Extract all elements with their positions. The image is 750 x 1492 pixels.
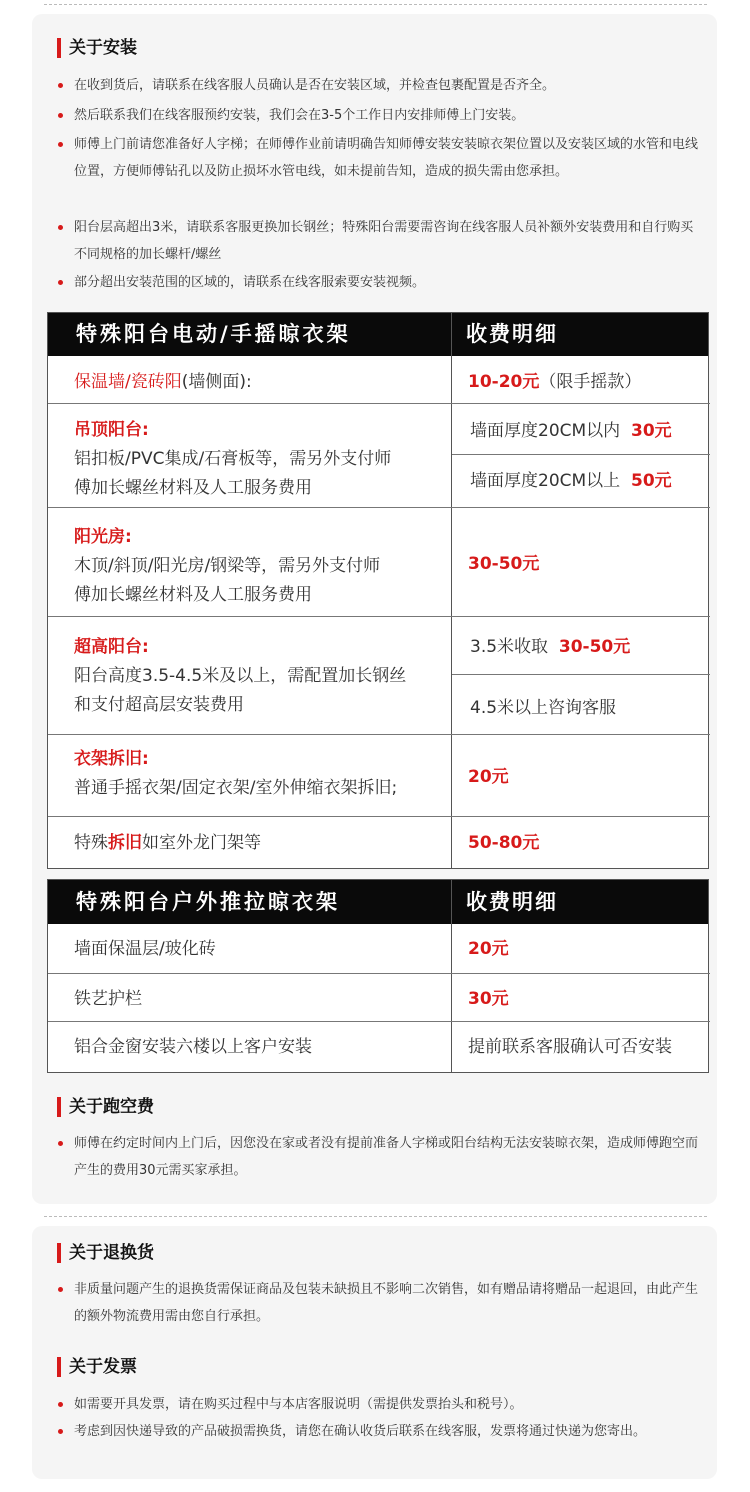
heading-text: 关于退换货 bbox=[69, 1243, 154, 1263]
bullet-dot bbox=[58, 83, 63, 88]
list-item: 考虑到因快递导致的产品破损需换货，请您在确认收货后联系在线客服，发票将通过快递为您寄出。 bbox=[58, 1418, 698, 1445]
section-heading-invoice bbox=[57, 1357, 137, 1377]
heading-text: 关于发票 bbox=[69, 1357, 137, 1377]
list-item: 非质量问题产生的退换货需保证商品及包装未缺损且不影响二次销售，如有赠品请将赠品一起退回，由此产生的额外物流费用需由您自行承担。 bbox=[58, 1276, 698, 1330]
list-item: 阳台层高超出3米，请联系客服更换加长钢丝；特殊阳台需要需咨询在线客服人员补额外安装费用和自行购买不同规格的加长螺杆/螺丝 bbox=[58, 214, 698, 268]
list-item: 师傅在约定时间内上门后，因您没在家或者没有提前准备人字梯或阳台结构无法安装晾衣架，造成师傅跑空而产生的费用30元需买家承担。 bbox=[58, 1130, 698, 1184]
fee-table-electric bbox=[47, 312, 709, 869]
bullet-dot bbox=[58, 142, 63, 147]
section-heading-returns bbox=[57, 1243, 154, 1263]
table-cell: 衣架拆旧: 普通手摇衣架/固定衣架/室外伸缩衣架拆旧; bbox=[74, 749, 398, 798]
table-cell: 铝合金窗安装六楼以上客户安装 bbox=[74, 1037, 312, 1057]
table-cell-price: 20元 bbox=[468, 767, 509, 787]
table-header bbox=[48, 880, 708, 924]
row-divider bbox=[48, 734, 710, 735]
table-cell: 特殊拆旧如室外龙门架等 bbox=[74, 833, 261, 853]
heading-text: 关于安装 bbox=[69, 38, 137, 58]
table-cell-price: 20元 bbox=[468, 939, 509, 959]
list-item: 部分超出安装范围的区域的，请联系在线客服索要安装视频。 bbox=[58, 269, 698, 296]
column-divider bbox=[451, 880, 452, 1073]
row-divider bbox=[48, 616, 710, 617]
table-cell-price: 4.5米以上咨询客服 bbox=[470, 698, 617, 718]
table-cell-price: 3.5米收取 30-50元 bbox=[470, 637, 631, 657]
row-divider bbox=[48, 507, 710, 508]
heading-marker bbox=[57, 1097, 61, 1117]
table-cell: 铁艺护栏 bbox=[74, 989, 142, 1009]
table-cell: 阳光房: 木顶/斜顶/阳光房/钢梁等，需另外支付师 傅加长螺丝材料及人工服务费用 bbox=[74, 527, 381, 605]
table-cell-price: 50-80元 bbox=[468, 833, 540, 853]
row-divider bbox=[48, 973, 710, 974]
bullet-dot bbox=[58, 1429, 63, 1434]
row-divider bbox=[48, 403, 710, 404]
row-divider bbox=[452, 674, 710, 675]
table-cell-price: 墙面厚度20CM以内 30元 bbox=[470, 421, 672, 441]
divider bbox=[44, 4, 707, 5]
table-cell-price: 提前联系客服确认可否安装 bbox=[468, 1037, 672, 1057]
table-header-left: 特殊阳台户外推拉晾衣架 bbox=[76, 890, 340, 914]
table-header bbox=[48, 313, 708, 356]
bullet-dot bbox=[58, 1287, 63, 1292]
row-divider bbox=[48, 1021, 710, 1022]
bullet-dot bbox=[58, 280, 63, 285]
bullet-dot bbox=[58, 113, 63, 118]
table-header-right: 收费明细 bbox=[466, 322, 558, 346]
table-header-left: 特殊阳台电动/手摇晾衣架 bbox=[76, 322, 351, 346]
list-item: 然后联系我们在线客服预约安装，我们会在3-5个工作日内安排师傅上门安装。 bbox=[58, 102, 698, 129]
column-divider bbox=[451, 313, 452, 869]
row-divider bbox=[452, 454, 710, 455]
table-cell: 保温墙/瓷砖阳(墙侧面): bbox=[74, 372, 252, 392]
bullet-dot bbox=[58, 225, 63, 230]
fee-table-outdoor bbox=[47, 879, 709, 1073]
section-heading-empty-trip bbox=[57, 1097, 154, 1117]
list-item: 师傅上门前请您准备好人字梯；在师傅作业前请明确告知师傅安装安装晾衣架位置以及安装区域的水管和电线位置，方便师傅钻孔以及防止损坏水管电线，如未提前告知，造成的损失需由您承担。 bbox=[58, 131, 698, 185]
table-cell: 吊顶阳台: 铝扣板/PVC集成/石膏板等，需另外支付师 傅加长螺丝材料及人工服务费用 bbox=[74, 420, 392, 498]
table-cell-price: 30元 bbox=[468, 989, 509, 1009]
table-cell: 墙面保温层/玻化砖 bbox=[74, 939, 216, 959]
heading-marker bbox=[57, 38, 61, 58]
table-cell-price: 墙面厚度20CM以上 50元 bbox=[470, 471, 672, 491]
table-header-right: 收费明细 bbox=[466, 890, 558, 914]
heading-marker bbox=[57, 1357, 61, 1377]
table-cell: 超高阳台: 阳台高度3.5-4.5米及以上，需配置加长钢丝 和支付超高层安装费用 bbox=[74, 637, 407, 715]
row-divider bbox=[48, 816, 710, 817]
list-item: 在收到货后，请联系在线客服人员确认是否在安装区域，并检查包裹配置是否齐全。 bbox=[58, 72, 698, 99]
section-heading-install bbox=[57, 38, 137, 58]
heading-marker bbox=[57, 1243, 61, 1263]
bullet-dot bbox=[58, 1141, 63, 1146]
list-item: 如需要开具发票，请在购买过程中与本店客服说明（需提供发票抬头和税号）。 bbox=[58, 1391, 698, 1418]
divider bbox=[44, 1216, 707, 1217]
table-cell-price: 30-50元 bbox=[468, 554, 540, 574]
table-cell-price: 10-20元（限手摇款） bbox=[468, 372, 642, 392]
heading-text: 关于跑空费 bbox=[69, 1097, 154, 1117]
bullet-dot bbox=[58, 1402, 63, 1407]
